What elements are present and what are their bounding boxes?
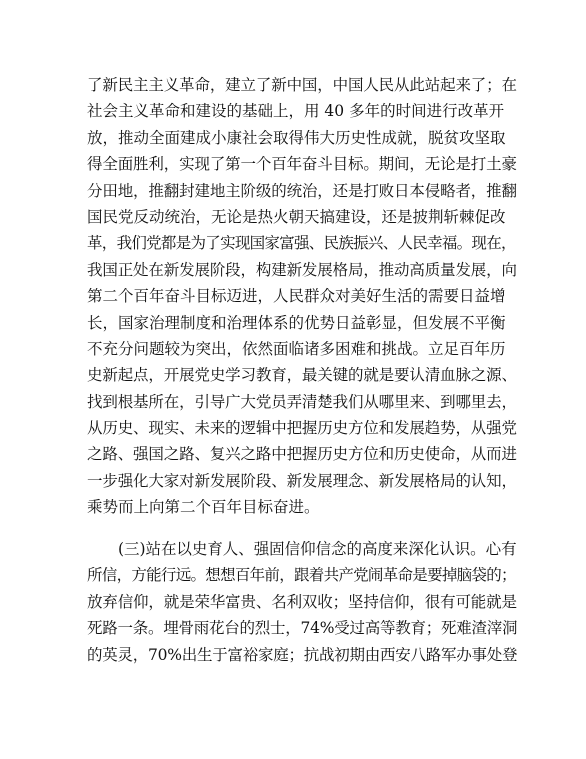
- text-line: 国民党反动统治，无论是热火朝天搞建设，还是披荆斩棘促改: [87, 207, 506, 226]
- text-line: 放，推动全面建成小康社会取得伟大历史性成就，脱贫攻坚取: [87, 128, 506, 147]
- text-line: 得全面胜利，实现了第一个百年奋斗目标。期间，无论是打土豪: [87, 155, 517, 174]
- text-line: 史新起点，开展党史学习教育，最关键的就是要认清血脉之源、: [87, 366, 517, 385]
- paragraph-2: [87, 536, 517, 668]
- text-line: 社会主义革命和建设的基础上，用 40 多年的时间进行改革开: [87, 102, 505, 121]
- text-line: 了新民主主义革命，建立了新中国，中国人民从此站起来了；在: [87, 76, 517, 94]
- text-line: 从历史、现实、未来的逻辑中把握历史方位和发展趋势，从强党: [87, 419, 517, 438]
- text-line: 不充分问题较为突出，依然面临诸多困难和挑战。立足百年历: [87, 339, 506, 358]
- text-line: 长，国家治理制度和治理体系的优势日益彰显，但发展不平衡: [87, 313, 506, 332]
- text-line: 分田地，推翻封建地主阶级的统治，还是打败日本侵略者，推翻: [87, 181, 517, 200]
- text-line: 一步强化大家对新发展阶段、新发展理念、新发展格局的认知，: [87, 471, 517, 490]
- text-line: 之路、强国之路、复兴之路中把握历史方位和历史使命，从而进: [87, 445, 517, 464]
- text-line: 死路一条。埋骨雨花台的烈士，74%受过高等教育；死难渣滓洞: [87, 619, 517, 638]
- text-line: (三)站在以史育人、强固信仰信念的高度来深化认识。心有: [118, 540, 517, 558]
- text-line: 乘势而上向第二个百年目标奋进。: [87, 498, 320, 517]
- text-line: 革，我们党都是为了实现国家富强、民族振兴、人民幸福。现在，: [87, 234, 516, 253]
- text-line: 的英灵，70%出生于富裕家庭；抗战初期由西安八路军办事处登: [87, 645, 517, 664]
- text-line: 找到根基所在，引导广大党员弄清楚我们从哪里来、到哪里去，: [87, 392, 517, 411]
- text-line: 放弃信仰，就是荣华富贵、名利双收；坚持信仰，很有可能就是: [87, 592, 517, 611]
- text-line: 我国正处在新发展阶段，构建新发展格局，推动高质量发展，向: [87, 260, 517, 279]
- text-line: 第二个百年奋斗目标迈进，人民群众对美好生活的需要日益增: [87, 287, 506, 306]
- text-line: 所信，方能行远。想想百年前，跟着共产党闹革命是要掉脑袋的；: [87, 566, 516, 585]
- paragraph-1: [87, 72, 517, 521]
